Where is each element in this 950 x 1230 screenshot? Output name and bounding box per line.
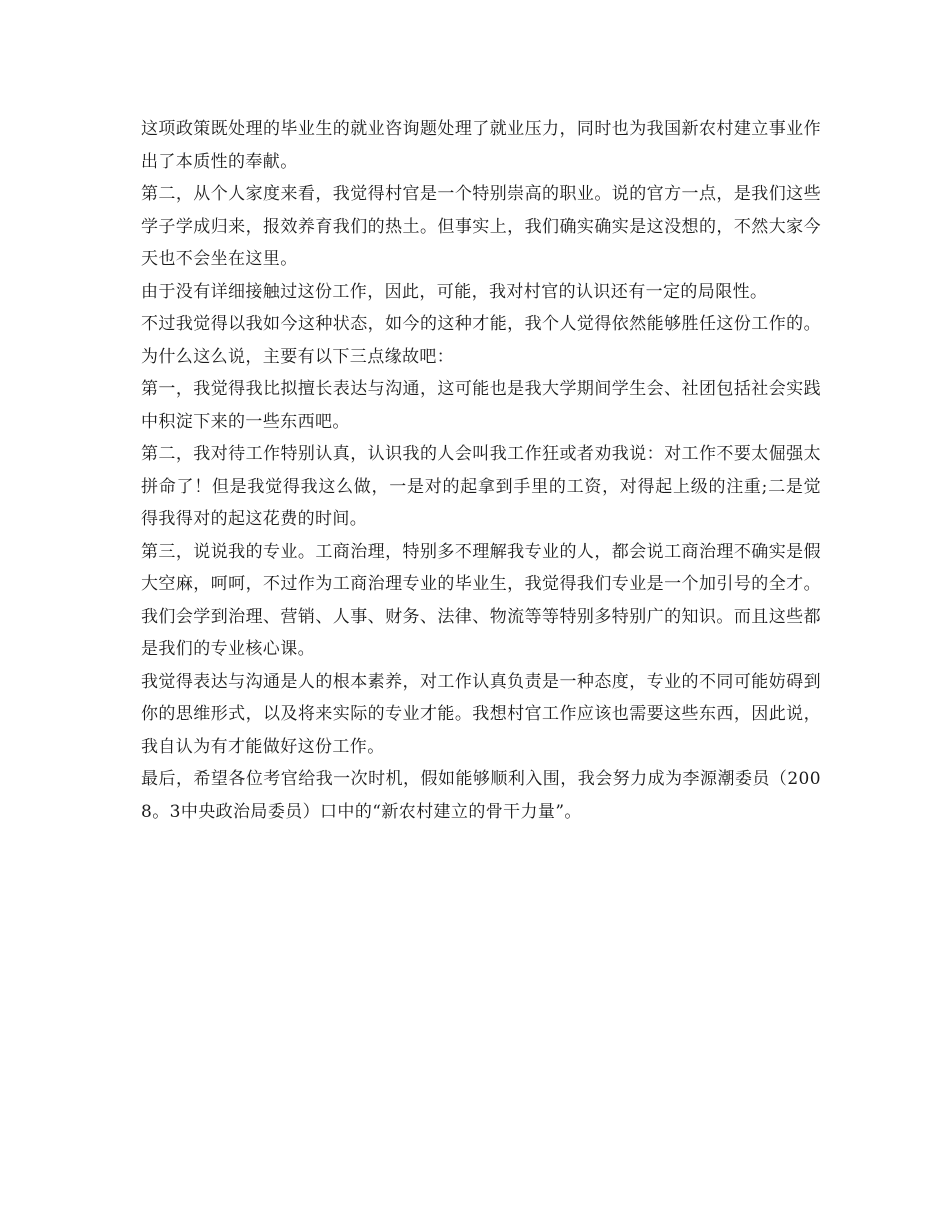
document-body (141, 113, 821, 828)
paragraph: 由于没有详细接触过这份工作，因此，可能，我对村官的认识还有一定的局限性。 (141, 281, 768, 302)
paragraph: 第二，我对待工作特别认真，认识我的人会叫我工作狂或者劝我说：对工作不要太倔强太拼命了！但是我觉得我这么做，一是对的起拿到手里的工资，对得起上级的注重;二是觉得我得对的起这花费的时间。 (141, 444, 821, 529)
paragraph: 我觉得表达与沟通是人的根本素养，对工作认真负责是一种态度，专业的不同可能妨碍到你的思维形式，以及将来实际的专业才能。我想村官工作应该也需要这些东西，因此说，我自认为有才能做好这份工作。 (141, 671, 821, 757)
paragraph: 不过我觉得以我如今这种状态，如今的这种才能，我个人觉得依然能够胜任这份工作的。为什么这么说，主要有以下三点缘故吧： (141, 314, 821, 367)
paragraph: 这项政策既处理的毕业生的就业咨询题处理了就业压力，同时也为我国新农村建立事业作出了本质性的奉献。 (141, 119, 821, 172)
paragraph: 最后，希望各位考官给我一次时机，假如能够顺利入围，我会努力成为李源潮委员（2008。3中央政治局委员）口中的“新农村建立的骨干力量”。 (141, 769, 821, 822)
paragraph: 第三，说说我的专业。工商治理，特别多不理解我专业的人，都会说工商治理不确实是假大空麻，呵呵，不过作为工商治理专业的毕业生，我觉得我们专业是一个加引号的全才。我们会学到治理、营销、人事、财务、法律、物流等等特别多特别广的知识。而且这些都是我们的专业核心课。 (141, 541, 821, 659)
paragraph: 第二，从个人家度来看，我觉得村官是一个特别崇高的职业。说的官方一点，是我们这些学子学成归来，报效养育我们的热土。但事实上，我们确实确实是这没想的，不然大家今天也不会坐在这里。 (141, 184, 821, 269)
paragraph: 第一，我觉得我比拟擅长表达与沟通，这可能也是我大学期间学生会、社团包括社会实践中积淀下来的一些东西吧。 (141, 379, 821, 432)
